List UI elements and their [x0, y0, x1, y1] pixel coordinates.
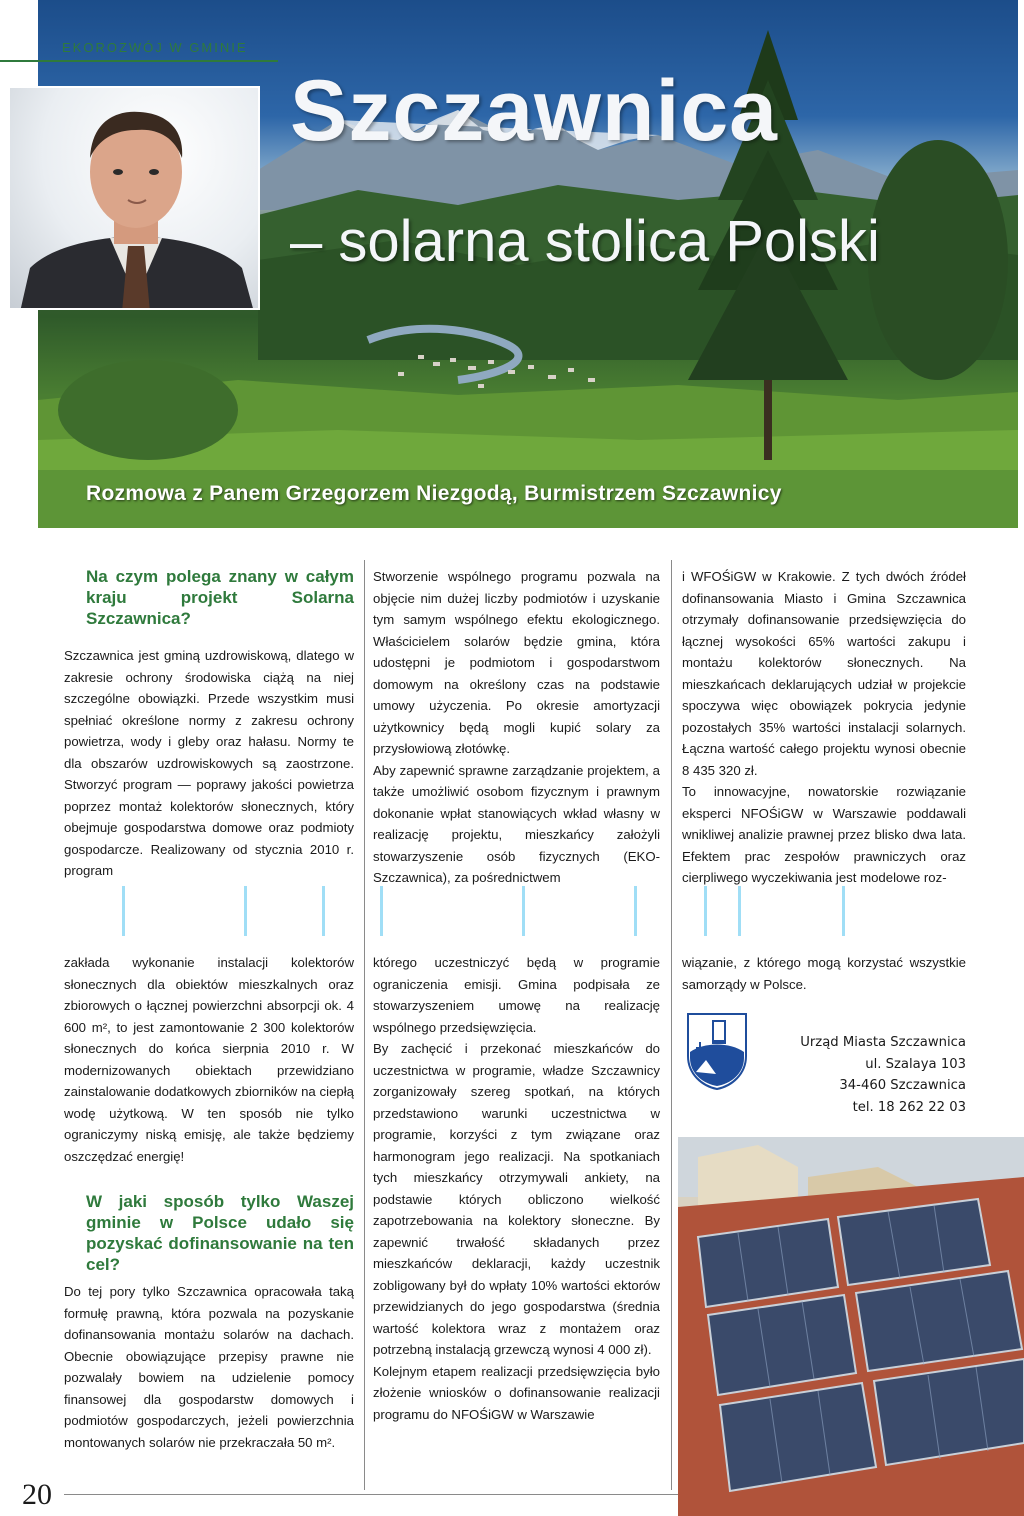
paragraph: Stworzenie wspólnego programu pozwala na objęcie nim dużej liczby podmiotów i uzyskanie tym samym wspólnego efektu ekologicznego. Właścicielem solarów będzie gmina, która udostępni je podmiotom i gospodarstwom domowym na określony czas na podstawie umowy użyczenia. Po okresie amortyzacji użytkownicy będą mogli kupić solary za przysłowiową złotówkę. [373, 569, 660, 756]
mayor-portrait [8, 86, 260, 310]
paragraph: Do tej pory tylko Szczawnica opracowała taką formułę prawną, która pozwala na pozyskanie dofinansowania montażu solarów na dachach. Obecnie obowiązujące przepisy prawne nie pozwalały bowiem na udzielenie pomocy finansowej dla gospodarstw domowych i podmiotów gospodarczych, jeżeli powierzchnia montowanych solarów nie przekraczała 50 m². [64, 1284, 354, 1450]
column-1-bottom [64, 952, 354, 1453]
section-label: EKOROZWÓJ W GMINIE [62, 40, 248, 55]
scan-artifact [60, 886, 970, 944]
column-2-top [373, 566, 660, 889]
column-3-top [682, 566, 966, 889]
column-divider [671, 560, 672, 1490]
interview-caption: Rozmowa z Panem Grzegorzem Niezgodą, Burmistrzem Szczawnicy [86, 482, 782, 505]
paragraph: Szczawnica jest gminą uzdrowiskową, dlatego w zakresie ochrony środowiska ciążą na niej szczególne obowiązki. Przede wszystkim musi spełniać określone normy z zakresu ochrony powietrza, wody i gleby oraz hałasu. Normy te dla obszarów uzdrowiskowych są zaostrzone. Stworzyć program — poprawy jakości powietrza poprzez montaż kolektorów słonecznych, który obejmuje gospodarstwa domowe oraz podmioty gospodarcze. Realizowany od stycznia 2010 r. program [64, 648, 354, 878]
column-3-bottom [682, 952, 966, 995]
address-line: Urząd Miasta Szczawnica [800, 1035, 966, 1050]
article-title: Szczawnica [290, 63, 778, 159]
column-1-top [64, 566, 354, 882]
paragraph: którego uczestniczyć będą w programie ograniczenia emisji. Gmina podpisała ze stowarzyszeniem umowę na realizację wspólnego przedsięwzięcia. [373, 955, 660, 1035]
paragraph: To innowacyjne, nowatorskie rozwiązanie eksperci NFOŚiGW w Warszawie poddawali wnikliwej analizie prawnej przez blisko dwa lata. Efektem prac zespołów prawniczych oraz cierpliwego wyczekiwania jest modelowe roz- [682, 784, 966, 885]
address-line: ul. Szalaya 103 [865, 1056, 966, 1072]
paragraph: wiązanie, z którego mogą korzystać wszystkie samorządy w Polsce. [682, 955, 966, 992]
question-1: Na czym polega znany w całym kraju projekt Solarna Szczawnica? [86, 567, 354, 628]
szczawnica-coat-of-arms-icon [686, 1012, 748, 1090]
address-line: 34-460 Szczawnica [839, 1078, 966, 1093]
paragraph: zakłada wykonanie instalacji kolektorów słonecznych dla obiektów mieszkalnych oraz zbiorowych o łącznej powierzchni absorpcji ok. 4 600 m², to jest zamontowanie 2 300 kolektorów słonecznych do końca sierpnia 2010 r. W modernizowanych obiektach przewidziano zainstalowanie dodatkowych zbiorników na ciepłą wodę użytkową. W ten sposób nie tylko ograniczymy niską emisję, ale także będziemy oszczędzać energię! [64, 955, 354, 1164]
paragraph: Kolejnym etapem realizacji przedsięwzięcia było złożenie wniosków o dofinansowanie realizacji programu do NFOŚiGW w Warszawie [373, 1363, 660, 1422]
address-line: tel. 18 262 22 03 [852, 1099, 966, 1115]
footer-rule [64, 1494, 678, 1495]
column-2-bottom [373, 952, 660, 1425]
column-divider [364, 560, 365, 1490]
section-rule [0, 60, 278, 62]
article-subtitle: – solarna stolica Polski [290, 209, 880, 274]
page-number: 20 [22, 1478, 52, 1511]
contact-address [760, 1032, 966, 1118]
paragraph: i WFOŚiGW w Krakowie. Z tych dwóch źródeł dofinansowania Miasto i Gmina Szczawnica otrzymały dofinansowanie przedsięwzięcia do łącznej wysokości 65% wartości zakupu i montażu kolektorów słonecznych. Na mieszkańcach deklarujących udział w projekcie spoczywa więc obowiązek pokrycia jedynie pozostałych 35% wartości instalacji solarnych. Łączna wartość całego projektu wynosi obecnie 8 435 320 zł. [682, 569, 966, 778]
solar-panels-photo [678, 1137, 1024, 1516]
paragraph: By zachęcić i przekonać mieszkańców do uczestnictwa w programie, władze Szczawnicy zorganizowały szereg spotkań, na których przedstawiono warunki uczestnictwa w programie, korzyści z tym związane oraz harmonogram jego realizacji. Na spotkaniach tych mieszkańcy otrzymywali ankiety, na podstawie których obliczono wielkość zapotrzebowania na kolektory słoneczne. By zapewnić trwałość składanych przez mieszkańców deklaracji, każdy uczestnik zobligowany był do wpłaty 10% wartości ektorów przewidzianych do jego gospodarstwa (średnia wartość kolektora wraz z montażem oraz potrzebną instalacją grzewczą wynosi 4 000 zł). [373, 1041, 660, 1357]
paragraph: Aby zapewnić sprawne zarządzanie projektem, a także umożliwić osobom fizycznym i prawnym dokonanie wpłat stanowiących wkład własny w realizację projektu, mieszkańcy założyli stowarzyszenie osób fizycznych (EKO-Szczawnica), za pośrednictwem [373, 762, 660, 885]
question-2: W jaki sposób tylko Waszej gminie w Polsce udało się pozyskać dofinansowanie na ten cel? [86, 1192, 354, 1274]
